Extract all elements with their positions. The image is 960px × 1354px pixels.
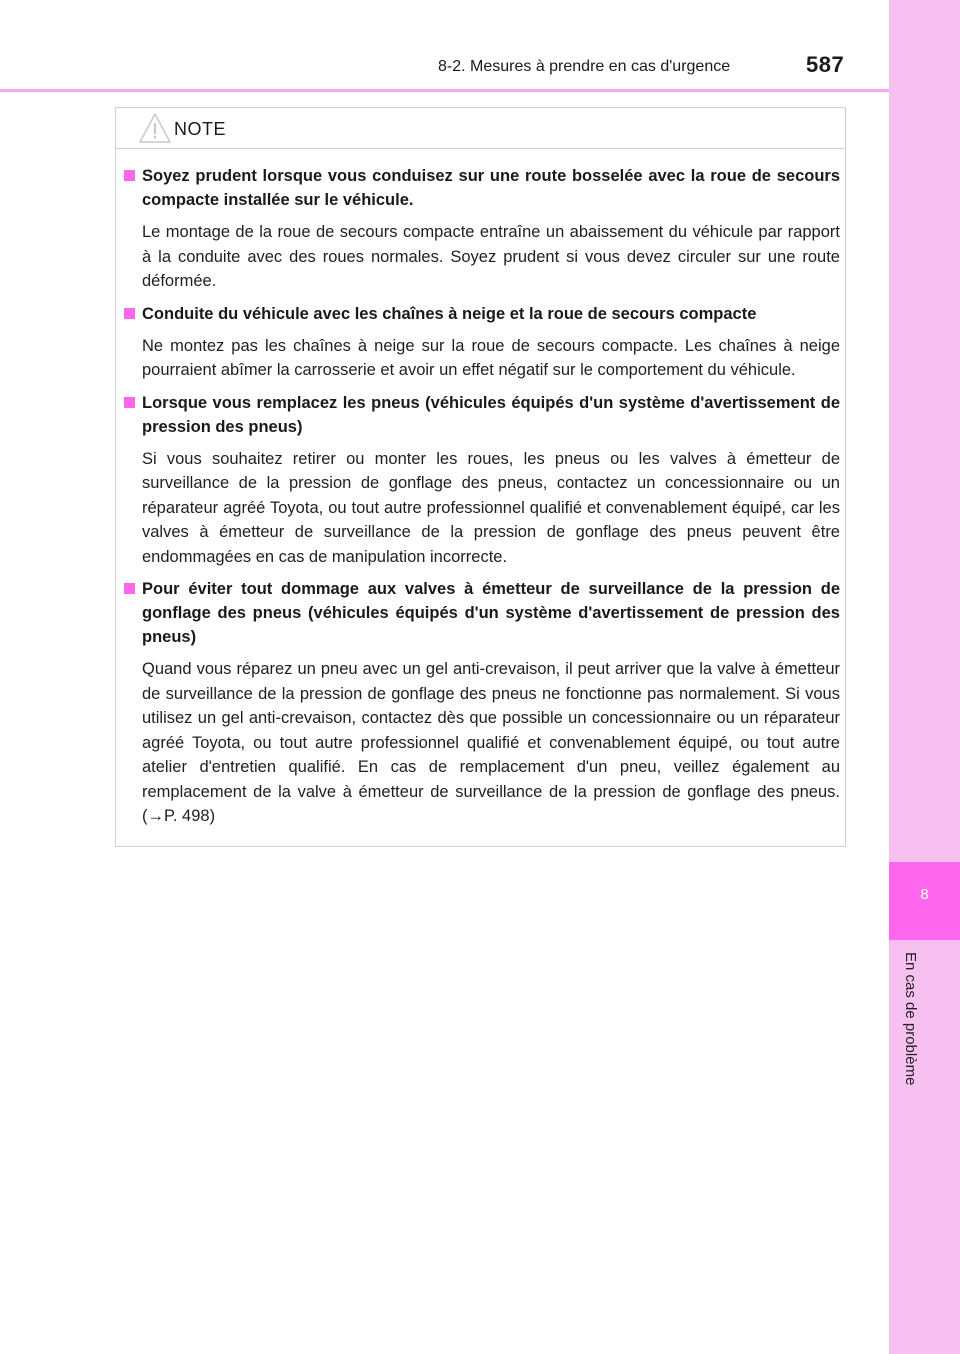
chapter-title: En cas de problème <box>902 952 919 1086</box>
note-item <box>124 302 840 383</box>
bullet-square-icon <box>124 308 135 319</box>
note-item-heading: Soyez prudent lorsque vous conduisez sur une route bosselée avec la roue de secours compacte installée sur le véhicule. <box>124 164 840 212</box>
note-item-body: Le montage de la roue de secours compacte entraîne un abaissement du véhicule par rapport à la conduite avec des roues normales. Soyez prudent si vous devez circuler sur une route déformée. <box>142 223 840 290</box>
note-item <box>124 577 840 829</box>
note-item-body: Ne montez pas les chaînes à neige sur la roue de secours compacte. Les chaînes à neige pourraient abîmer la carrosserie et avoir un effet négatif sur le comportement du véhicule. <box>142 336 840 379</box>
chapter-tab[interactable] <box>889 862 960 940</box>
section-title: 8-2. Mesures à prendre en cas d'urgence <box>438 58 731 75</box>
page-number: 587 <box>806 52 845 77</box>
note-title: NOTE <box>174 119 227 139</box>
note-box <box>115 107 846 847</box>
note-header <box>116 108 845 149</box>
side-tab-strip <box>889 0 960 1354</box>
note-item-heading: Lorsque vous remplacez les pneus (véhicules équipés d'un système d'avertissement de pression des pneus) <box>124 391 840 439</box>
note-item-body: Si vous souhaitez retirer ou monter les roues, les pneus ou les valves à émetteur de surveillance de la pression de gonflage des pneus, contactez un concessionnaire ou un réparateur agréé Toyota, ou tout autre professionnel qualifié et convenablement équipé, car les valves à émetteur de surveillance de la pression de gonflage des pneus peuvent être endommagées en cas de manipulation incorrecte. <box>142 449 840 566</box>
note-item-body: Quand vous réparez un pneu avec un gel anti-crevaison, il peut arriver que la valve à émetteur de surveillance de la pression de gonflage des pneus ne fonctionne pas normalement. Si vous utilisez un gel anti-crevaison, contactez dès que possible un concessionnaire ou un réparateur agréé Toyota, ou tout autre professionnel qualifié et convenablement équipé, ou tout autre atelier d'entretien qualifié. En cas de remplacement d'un pneu, veillez également au remplacement de la valve à émetteur de surveillance de la pression de gonflage des pneus. (→P. 498) <box>142 660 840 825</box>
bullet-square-icon <box>124 583 135 594</box>
note-content <box>124 164 840 837</box>
bullet-square-icon <box>124 170 135 181</box>
note-item <box>124 391 840 570</box>
note-item-heading: Pour éviter tout dommage aux valves à émetteur de surveillance de la pression de gonflage des pneus (véhicules équipés d'un système d'avertissement de pression des pneus) <box>124 577 840 649</box>
note-item-heading: Conduite du véhicule avec les chaînes à neige et la roue de secours compacte <box>124 302 840 326</box>
header-divider <box>0 89 889 92</box>
bullet-square-icon <box>124 397 135 408</box>
note-item <box>124 164 840 294</box>
chapter-number: 8 <box>920 886 929 903</box>
warning-triangle-icon <box>138 112 172 144</box>
